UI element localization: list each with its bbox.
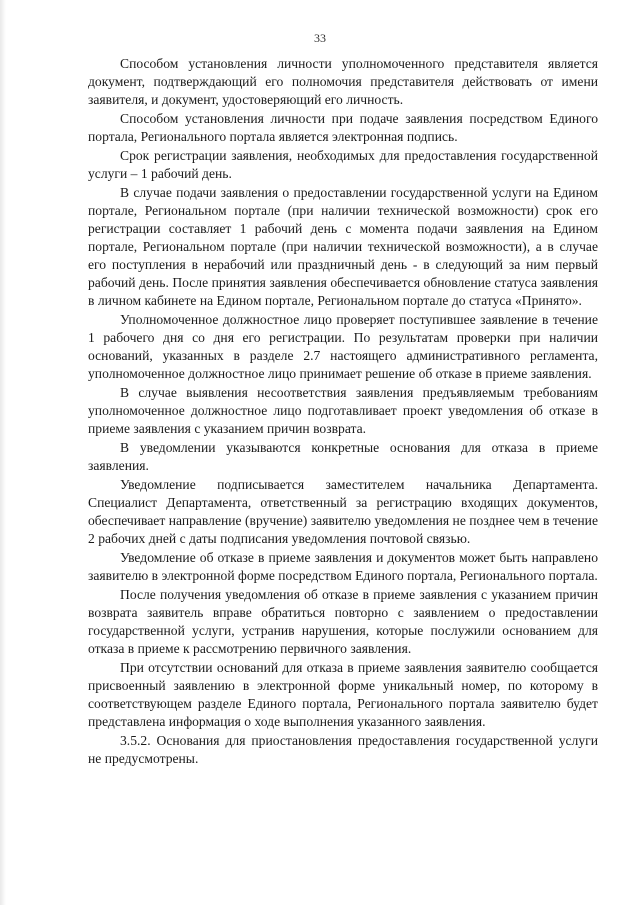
paragraph-application-check: Уполномоченное должностное лицо проверяет поступившее заявление в течение 1 рабочего дня со дня его регистрации. По результатам проверки при наличии оснований, указанных в разделе 2.7 настоящего административного регламента, уполномоченное должностное лицо принимает решение об отказе в приеме заявления. xyxy=(88,312,598,381)
paragraph-electronic-signature: Способом установления личности при подаче заявления посредством Единого портала, Регионального портала является электронная подпись. xyxy=(88,111,598,144)
paragraph-registration-term: Срок регистрации заявления, необходимых для предоставления государственной услуги – 1 рабочий день. xyxy=(88,148,598,181)
paragraph-unique-number: При отсутствии оснований для отказа в приеме заявления заявителю сообщается присвоенный заявлению в электронной форме уникальный номер, по которому в соответствующем разделе Единого портала, Регионального портала заявителю будет представлена информация о ходе выполнения указанного заявления. xyxy=(88,660,598,729)
paragraph-notification-signing: Уведомление подписывается заместителем начальника Департамента. Специалист Департамента, ответственный за регистрацию входящих документов, обеспечивает направление (вручение) заявителю уведомления не позднее чем в течение 2 рабочих дней с даты подписания уведомления почтовой связью. xyxy=(88,477,598,546)
page-number: 33 xyxy=(314,31,326,45)
paragraph-notification-grounds: В уведомлении указываются конкретные основания для отказа в приеме заявления. xyxy=(88,440,598,473)
document-body xyxy=(88,55,598,769)
paragraph-electronic-notification: Уведомление об отказе в приеме заявления и документов может быть направлено заявителю в электронной форме посредством Единого портала, Регионального портала. xyxy=(88,550,598,583)
scan-edge-shadow xyxy=(0,0,6,905)
paragraph-representative-identity: Способом установления личности уполномоченного представителя является документ, подтверждающий его полномочия представителя действовать от имени заявителя, и документ, удостоверяющий его личность. xyxy=(88,56,598,107)
paragraph-nonconformity: В случае выявления несоответствия заявления предъявляемым требованиям уполномоченное должностное лицо подготавливает проект уведомления об отказе в приеме заявления с указанием причин возврата. xyxy=(88,385,598,436)
paragraph-portal-registration: В случае подачи заявления о предоставлении государственной услуги на Едином портале, Региональном портале (при наличии технической возможности) срок его регистрации составляет 1 рабочий день с момента подачи заявления на Едином портале, Региональном портале (при наличии технической возможности), а в случае его поступления в нерабочий или праздничный день - в следующий за ним первый рабочий день. После принятия заявления обеспечивается обновление статуса заявления в личном кабинете на Едином портале, Региональном портале до статуса «Принято». xyxy=(88,185,598,308)
paragraph-repeat-application: После получения уведомления об отказе в приеме заявления с указанием причин возврата заявитель вправе обратиться повторно с заявлением о предоставлении государственной услуги, устранив нарушения, которые послужили основанием для отказа в приеме к рассмотрению первичного заявления. xyxy=(88,587,598,656)
paragraph-section-3-5-2: 3.5.2. Основания для приостановления предоставления государственной услуги не предусмотрены. xyxy=(88,733,598,766)
